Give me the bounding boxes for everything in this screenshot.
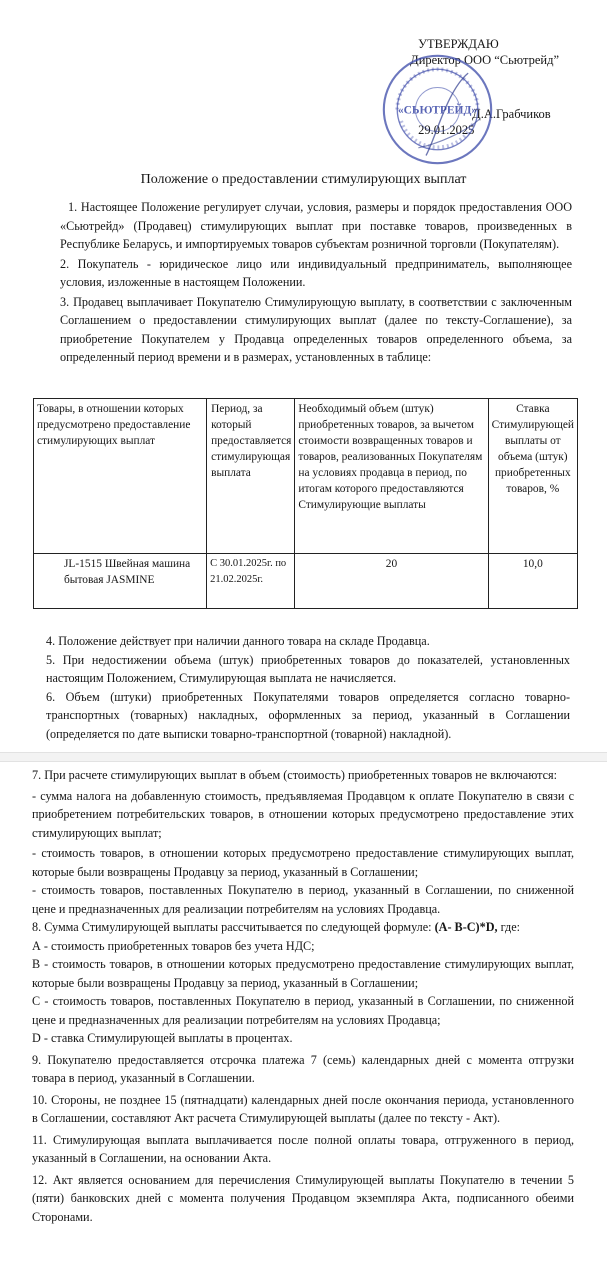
cell-period: С 30.01.2025г. по 21.02.2025г. xyxy=(207,554,295,609)
variable-a: А - стоимость приобретенных товаров без учета НДС; xyxy=(32,938,315,953)
variable-c: С - стоимость товаров, поставленных Покупателю в период, указанный в Соглашении, по сниженной цене и предназначенных для реализации потребителям на условиях Продавца; xyxy=(32,994,574,1027)
page-separator xyxy=(0,752,607,762)
approval-date: 29.01.2025 xyxy=(418,123,475,137)
document-title: Положение о предоставлении стимулирующих выплат xyxy=(140,172,467,187)
header-volume: Необходимый объем (штук) приобретенных товаров, за вычетом стоимости возвращенных товаров и товаров, реализованных Покупателям на условиях продавца в период, по итогам которого предоставляются Стимулирующие выплаты xyxy=(295,399,488,554)
approval-heading: УТВЕРЖДАЮ xyxy=(418,37,499,51)
signatory-name: Д.А.Грабчиков xyxy=(472,107,551,121)
clause-7: 7. При расчете стимулирующих выплат в объем (стоимость) приобретенных товаров не включаются: xyxy=(32,768,558,782)
section-calculation xyxy=(32,766,574,1226)
stamp-center-text: «СЬЮТРЕЙД» xyxy=(397,104,478,117)
approval-position: Директор ООО “Сьютрейд” xyxy=(410,53,559,67)
clause-2: 2. Покупатель - юридическое лицо или индивидуальный предприниматель, выполняющее условия, изложенные в настоящем Положении. xyxy=(60,256,572,289)
clause-1: 1. Настоящее Положение регулирует случаи, условия, размеры и порядок предоставления ООО «Сьютрейд» (Продавец) стимулирующих выплат при поставке товаров, произведенных в Республике Беларусь, и импортируемых товаров субъектам розничной торговли (Покупателям). xyxy=(60,200,572,251)
clause-9: 9. Покупателю предоставляется отсрочка платежа 7 (семь) календарных дней с момента отгрузки товара в период, указанный в Соглашении. xyxy=(32,1052,574,1085)
table-header-row xyxy=(34,399,578,554)
clause-5: 5. При недостижении объема (штук) приобретенных товаров до показателей, установленных настоящим Положением, Стимулирующая выплата не начисляется. xyxy=(46,652,570,685)
table-row xyxy=(34,554,578,609)
company-stamp xyxy=(380,52,495,167)
clause-8 xyxy=(32,918,574,937)
clause-12: 12. Акт является основанием для перечисления Стимулирующей выплаты Покупателю в течении 5 (пяти) банковских дней с момента получения Продавцом экземпляра Акта, подписанного обеими Сторонами. xyxy=(32,1172,574,1224)
variable-d: D - ставка Стимулирующей выплаты в процентах. xyxy=(32,1031,293,1045)
formula-intro: 8. Сумма Стимулирующей выплаты рассчитывается по следующей формуле: xyxy=(32,920,432,934)
clause-7-item-discount: - стоимость товаров, поставленных Покупателю в период, указанный в Соглашении, по сниженной цене и предназначенных для реализации потребителям на условиях Продавца. xyxy=(32,883,574,916)
clause-7-item-returns: - стоимость товаров, в отношении которых предусмотрено предоставление стимулирующих выплат, которые были возвращены Продавцу за период, указанный в Соглашении; xyxy=(32,846,574,879)
incentive-table xyxy=(33,398,578,609)
clause-6: 6. Объем (штуки) приобретенных Покупателями товаров определяется согласно товарно-транспортных (товарных) накладных, оформленных за период, указанный в Соглашении (определяется по дате выписки товарно-транспортной (товарной) накладной). xyxy=(46,689,570,741)
cell-product: JL-1515 Швейная машина бытовая JASMINE xyxy=(34,554,207,609)
clause-10: 10. Стороны, не позднее 15 (пятнадцати) календарных дней после окончания периода, установленного в Соглашении, составляют Акт расчета Стимулирующей выплаты (далее по тексту - Акт). xyxy=(32,1092,574,1125)
clause-3: 3. Продавец выплачивает Покупателю Стимулирующую выплату, в соответствии с заключенным Соглашением о предоставлении стимулирующих выплат (далее по тексту-Соглашение), за приобретение Покупателем у Продавца определенных товаров определенного объема, за определенный период времени и в размерах, установленных в таблице: xyxy=(60,294,572,364)
header-rate: Ставка Стимулирующей выплаты от объема (штук) приобретенных товаров, % xyxy=(488,399,577,554)
cell-rate: 10,0 xyxy=(488,554,577,609)
section-intro xyxy=(60,198,572,367)
cell-volume: 20 xyxy=(295,554,488,609)
formula-expression: (А- В-С)*D, xyxy=(434,920,498,934)
clause-4: 4. Положение действует при наличии данного товара на складе Продавца. xyxy=(46,634,430,648)
clause-11: 11. Стимулирующая выплата выплачивается после полной оплаты товара, отгруженного в период, указанный в Соглашении, на основании Акта. xyxy=(32,1132,574,1165)
variable-b: В - стоимость товаров, в отношении которых предусмотрено предоставление стимулирующих выплат, которые были возвращены Продавцу за период, указанный в Соглашении; xyxy=(32,957,574,990)
header-period: Период, за который предоставляется стимулирующая выплата xyxy=(207,399,295,554)
header-products: Товары, в отношении которых предусмотрено предоставление стимулирующих выплат xyxy=(34,399,207,554)
clause-7-item-vat: - сумма налога на добавленную стоимость, предъявляемая Продавцом к оплате Покупателю в связи с приобретением потребительских товаров, в отношении которых предусмотрено предоставление этих стимулирующих выплат; xyxy=(32,788,574,840)
formula-tail: где: xyxy=(500,920,520,934)
section-conditions xyxy=(40,632,570,743)
